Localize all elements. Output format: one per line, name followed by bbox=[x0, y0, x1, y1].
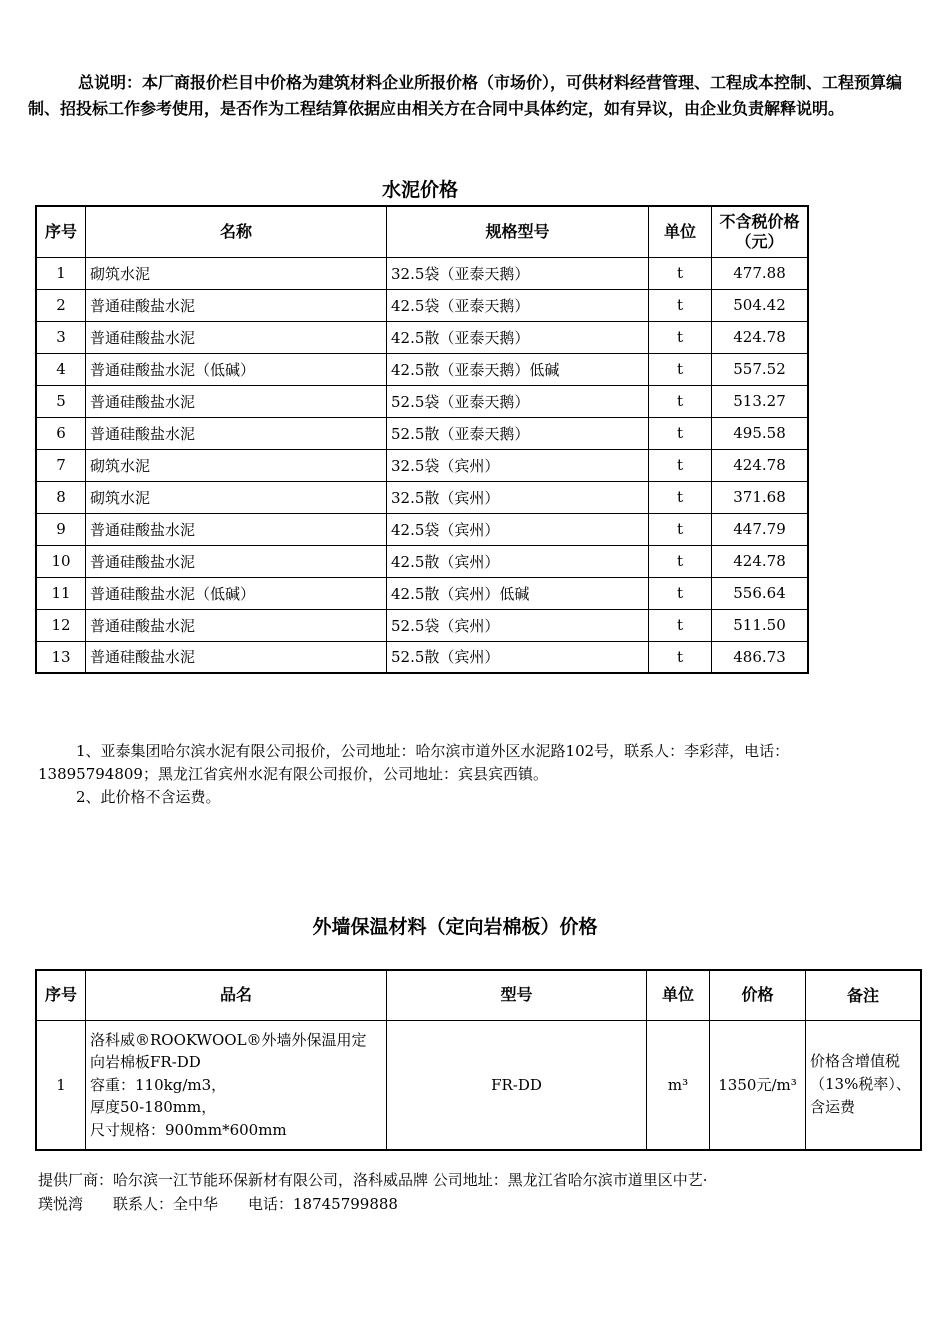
cell-spec: 42.5袋（宾州） bbox=[387, 513, 649, 545]
cell-unit: t bbox=[649, 257, 712, 289]
cell-spec: 52.5散（宾州） bbox=[387, 641, 649, 673]
cell-unit: t bbox=[649, 321, 712, 353]
table-row bbox=[36, 577, 808, 609]
cell-name: 普通硅酸盐水泥 bbox=[86, 289, 387, 321]
cell-price: 424.78 bbox=[712, 321, 809, 353]
cell-unit: t bbox=[649, 449, 712, 481]
header-price: 不含税价格（元） bbox=[712, 206, 809, 257]
table-row bbox=[36, 353, 808, 385]
cell-no: 12 bbox=[36, 609, 86, 641]
cell-unit: t bbox=[649, 513, 712, 545]
cement-price-table bbox=[35, 205, 809, 674]
cell-spec: 32.5袋（亚泰天鹅） bbox=[387, 257, 649, 289]
cell-price: 477.88 bbox=[712, 257, 809, 289]
general-statement: 总说明：本厂商报价栏目中价格为建筑材料企业所报价格（市场价），可供材料经营管理、工程成本控制、工程预算编制、招投标工作参考使用，是否作为工程结算依据应由相关方在合同中具体约定，如有异议，由企业负责解释说明。 bbox=[28, 73, 903, 118]
cell-price: 557.52 bbox=[712, 353, 809, 385]
supplier-line: 提供厂商：哈尔滨一江节能环保新材有限公司，洛科威品牌 公司地址：黑龙江省哈尔滨市道里区中艺· bbox=[38, 1171, 708, 1189]
table-row bbox=[36, 609, 808, 641]
cell-price: 556.64 bbox=[712, 577, 809, 609]
cell-price: 513.27 bbox=[712, 385, 809, 417]
cell-spec: 42.5散（亚泰天鹅） bbox=[387, 321, 649, 353]
product-name-line: 尺寸规格：900mm*600mm bbox=[90, 1120, 287, 1139]
product-name-line: 洛科威®ROOKWOOL®外墙外保温用定 bbox=[90, 1030, 367, 1049]
cell-spec: 32.5散（宾州） bbox=[387, 481, 649, 513]
cell-no: 13 bbox=[36, 641, 86, 673]
cement-notes bbox=[38, 740, 808, 809]
row-no: 1 bbox=[36, 1020, 86, 1150]
product-name-line: 厚度50-180mm， bbox=[90, 1098, 217, 1116]
cell-unit: t bbox=[649, 641, 712, 673]
cell-unit: t bbox=[649, 609, 712, 641]
cell-price: 424.78 bbox=[712, 545, 809, 577]
cell-name: 普通硅酸盐水泥 bbox=[86, 417, 387, 449]
table-row bbox=[36, 417, 808, 449]
cell-price: 424.78 bbox=[712, 449, 809, 481]
cell-price: 486.73 bbox=[712, 641, 809, 673]
header-unit: 单位 bbox=[649, 206, 712, 257]
table-row bbox=[36, 289, 808, 321]
header-spec: 规格型号 bbox=[387, 206, 649, 257]
row-price: 1350元/m³ bbox=[710, 1020, 806, 1150]
cell-name: 普通硅酸盐水泥 bbox=[86, 641, 387, 673]
supplier-info bbox=[38, 1168, 918, 1216]
cell-spec: 42.5袋（亚泰天鹅） bbox=[387, 289, 649, 321]
cell-no: 7 bbox=[36, 449, 86, 481]
product-name-line: 向岩棉板FR-DD bbox=[90, 1053, 201, 1071]
cell-no: 11 bbox=[36, 577, 86, 609]
cell-spec: 32.5袋（宾州） bbox=[387, 449, 649, 481]
cell-no: 9 bbox=[36, 513, 86, 545]
table-row bbox=[36, 481, 808, 513]
table-header-row bbox=[36, 970, 921, 1020]
cell-unit: t bbox=[649, 353, 712, 385]
table-row bbox=[36, 545, 808, 577]
header-model: 型号 bbox=[387, 970, 647, 1020]
product-name-line: 容重：110kg/m3， bbox=[90, 1075, 227, 1094]
table-row bbox=[36, 641, 808, 673]
cell-name: 普通硅酸盐水泥 bbox=[86, 513, 387, 545]
table-row bbox=[36, 321, 808, 353]
cell-name: 普通硅酸盐水泥 bbox=[86, 321, 387, 353]
cell-no: 6 bbox=[36, 417, 86, 449]
cell-no: 1 bbox=[36, 257, 86, 289]
cell-no: 8 bbox=[36, 481, 86, 513]
table-header-row bbox=[36, 206, 808, 257]
header-remark: 备注 bbox=[806, 970, 922, 1020]
cell-unit: t bbox=[649, 417, 712, 449]
header-name: 名称 bbox=[86, 206, 387, 257]
cell-name: 普通硅酸盐水泥 bbox=[86, 545, 387, 577]
row-unit: m³ bbox=[647, 1020, 710, 1150]
cell-spec: 42.5散（宾州）低碱 bbox=[387, 577, 649, 609]
cell-unit: t bbox=[649, 545, 712, 577]
cement-price-title: 水泥价格 bbox=[381, 179, 458, 201]
table-row bbox=[36, 513, 808, 545]
table-row bbox=[36, 449, 808, 481]
cell-price: 511.50 bbox=[712, 609, 809, 641]
cell-unit: t bbox=[649, 481, 712, 513]
cell-no: 10 bbox=[36, 545, 86, 577]
insulation-price-table bbox=[35, 969, 922, 1151]
cell-price: 495.58 bbox=[712, 417, 809, 449]
cell-name: 普通硅酸盐水泥（低碱） bbox=[86, 577, 387, 609]
note-2: 2、此价格不含运费。 bbox=[76, 788, 221, 806]
cell-unit: t bbox=[649, 577, 712, 609]
cell-price: 447.79 bbox=[712, 513, 809, 545]
supplier-line: 璞悦湾 联系人：全中华 电话：18745799888 bbox=[38, 1195, 398, 1213]
cement-table-body bbox=[36, 257, 808, 673]
table-row bbox=[36, 385, 808, 417]
cell-price: 371.68 bbox=[712, 481, 809, 513]
cell-name: 砌筑水泥 bbox=[86, 449, 387, 481]
row-remark: 价格含增值税（13%税率）、含运费 bbox=[806, 1020, 922, 1150]
header-no: 序号 bbox=[36, 206, 86, 257]
row-product-name bbox=[86, 1020, 387, 1150]
cell-no: 3 bbox=[36, 321, 86, 353]
cell-no: 2 bbox=[36, 289, 86, 321]
cell-name: 砌筑水泥 bbox=[86, 481, 387, 513]
cell-name: 普通硅酸盐水泥 bbox=[86, 385, 387, 417]
cell-spec: 42.5散（宾州） bbox=[387, 545, 649, 577]
table-row bbox=[36, 257, 808, 289]
cell-price: 504.42 bbox=[712, 289, 809, 321]
cell-spec: 52.5袋（宾州） bbox=[387, 609, 649, 641]
cell-name: 砌筑水泥 bbox=[86, 257, 387, 289]
cell-no: 4 bbox=[36, 353, 86, 385]
cell-spec: 52.5袋（亚泰天鹅） bbox=[387, 385, 649, 417]
insulation-price-title: 外墙保温材料（定向岩棉板）价格 bbox=[312, 916, 598, 938]
cell-unit: t bbox=[649, 385, 712, 417]
table-row bbox=[36, 1020, 921, 1150]
cell-spec: 52.5散（亚泰天鹅） bbox=[387, 417, 649, 449]
header-no: 序号 bbox=[36, 970, 86, 1020]
cell-unit: t bbox=[649, 289, 712, 321]
cell-no: 5 bbox=[36, 385, 86, 417]
header-name: 品名 bbox=[86, 970, 387, 1020]
row-model: FR-DD bbox=[387, 1020, 647, 1150]
header-unit: 单位 bbox=[647, 970, 710, 1020]
cell-spec: 42.5散（亚泰天鹅）低碱 bbox=[387, 353, 649, 385]
cell-name: 普通硅酸盐水泥 bbox=[86, 609, 387, 641]
note-1: 1、亚泰集团哈尔滨水泥有限公司报价，公司地址：哈尔滨市道外区水泥路102号，联系人：李彩萍，电话：13895794809；黑龙江省宾州水泥有限公司报价，公司地址：宾县宾西镇。 bbox=[38, 742, 790, 783]
header-price: 价格 bbox=[710, 970, 806, 1020]
cell-name: 普通硅酸盐水泥（低碱） bbox=[86, 353, 387, 385]
